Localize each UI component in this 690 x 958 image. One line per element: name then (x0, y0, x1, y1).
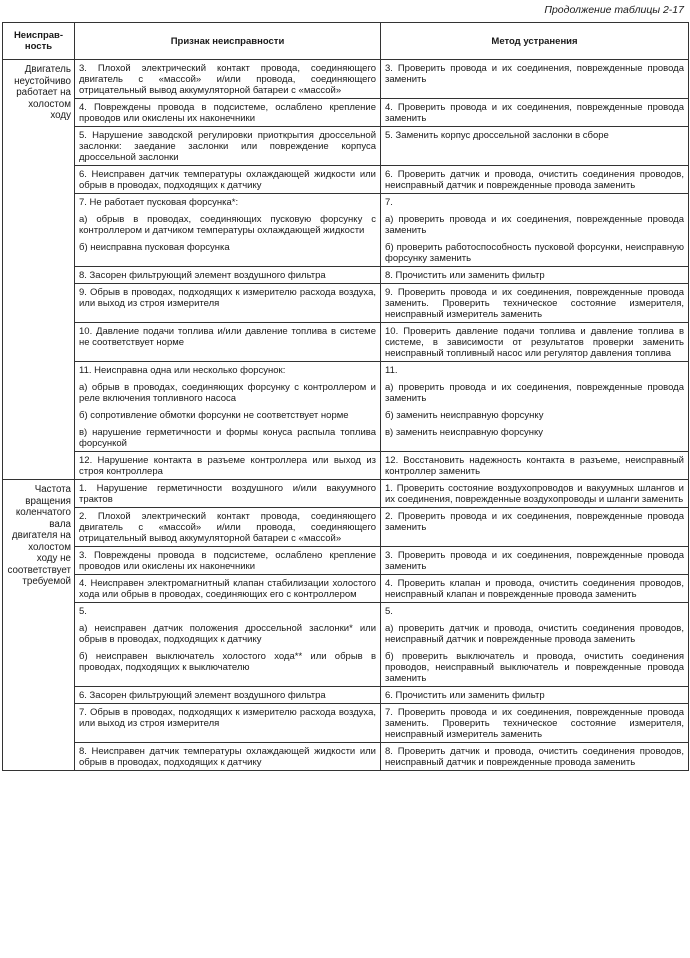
fix-cell (381, 743, 689, 771)
fix-text: б) проверить работоспособность пусковой форсунки, неисправную форсунку заменить (385, 242, 684, 264)
fix-cell (381, 194, 689, 267)
table-row (3, 99, 689, 127)
fix-text: в) заменить неисправную форсунку (385, 427, 544, 438)
fix-text: б) заменить неисправную форсунку (385, 410, 544, 421)
table-row (3, 194, 689, 267)
fix-text: 4. Проверить клапан и провода, очистить соединения проводов, неисправный клапан и поврежденные провода заменить (385, 578, 684, 600)
fix-cell (381, 547, 689, 575)
sign-text: 6. Неисправен датчик температуры охлаждающей жидкости или обрыв в проводах, подходящих к датчику (79, 169, 376, 191)
sign-text: 4. Неисправен электромагнитный клапан стабилизации холостого хода или обрыв в проводах, соединяющих его с контроллером (79, 578, 376, 600)
fix-text: 10. Проверить давление подачи топлива и давление топлива в системе, в зависимости от результатов проверки заменить неисправный топливный насос или регулятор давления топлива (385, 326, 684, 359)
table-body (3, 60, 689, 771)
sign-text: 7. Обрыв в проводах, подходящих к измерителю расхода воздуха, или выход из строя измерителя (79, 707, 376, 729)
table-row (3, 687, 689, 704)
fix-cell (381, 704, 689, 743)
sign-text: 9. Обрыв в проводах, подходящих к измерителю расхода воздуха, или выход из строя измерителя (79, 287, 376, 309)
table-row (3, 508, 689, 547)
table-row (3, 60, 689, 99)
fix-cell (381, 362, 689, 452)
table-row (3, 480, 689, 508)
table-row (3, 452, 689, 480)
fix-text: 5. (385, 606, 393, 617)
sign-cell (75, 743, 381, 771)
fix-text: 11. (385, 365, 398, 376)
fix-cell (381, 480, 689, 508)
sign-text: б) сопротивление обмотки форсунки не соответствует норме (79, 410, 349, 421)
fault-cell: Частота вращения коленчатого вала двигателя на холостом ходу не соответствует требуемой (3, 480, 75, 771)
fix-text: 12. Восстановить надежность контакта в разъеме, неисправный контроллер заменить (385, 455, 684, 477)
fix-cell (381, 99, 689, 127)
sign-text: б) неисправна пусковая форсунка (79, 242, 230, 253)
sign-text: б) неисправен выключатель холостого хода** или обрыв в проводах, подходящих к выключателю (79, 651, 376, 673)
table-row (3, 704, 689, 743)
sign-cell (75, 452, 381, 480)
table-row (3, 743, 689, 771)
sign-text: 3. Плохой электрический контакт провода, соединяющего двигатель с «массой» и/или провода, соединяющего отрицательный вывод аккумуляторной батареи с «массой» (79, 63, 376, 96)
fix-cell (381, 166, 689, 194)
sign-text: 5. Нарушение заводской регулировки приоткрытия дроссельной заслонки: заедание заслонки или повреждение корпуса дроссельной заслонки (79, 130, 376, 163)
fix-text: 3. Проверить провода и их соединения, поврежденные провода заменить (385, 550, 684, 572)
fix-text: 2. Проверить провода и их соединения, поврежденные провода заменить (385, 511, 684, 533)
fix-text: 5. Заменить корпус дроссельной заслонки в сборе (385, 130, 609, 141)
table-row (3, 127, 689, 166)
table-row (3, 166, 689, 194)
fix-cell (381, 267, 689, 284)
fix-cell (381, 603, 689, 687)
fix-text: 8. Прочистить или заменить фильтр (385, 270, 545, 281)
table-header-row (3, 23, 689, 60)
fix-text: а) проверить провода и их соединения, поврежденные провода заменить (385, 214, 684, 236)
sign-text: 4. Повреждены провода в подсистеме, ослаблено крепление проводов или окислены их наконечники (79, 102, 376, 124)
table-row (3, 575, 689, 603)
sign-cell (75, 267, 381, 284)
fix-cell (381, 323, 689, 362)
sign-text: а) неисправен датчик положения дроссельной заслонки* или обрыв в проводах, подходящих к датчику (79, 623, 376, 645)
fix-cell (381, 284, 689, 323)
sign-cell (75, 127, 381, 166)
fix-text: 7. Проверить провода и их соединения, поврежденные провода заменить. Проверить техническое состояние измерителя, неисправный измеритель заменить (385, 707, 684, 740)
table-row (3, 603, 689, 687)
sign-text: 2. Плохой электрический контакт провода, соединяющего двигатель с «массой» и/или провода, соединяющего отрицательный вывод аккумуляторной батареи с «массой» (79, 511, 376, 544)
sign-text: 3. Повреждены провода в подсистеме, ослаблено крепление проводов или окислены их наконечники (79, 550, 376, 572)
sign-cell (75, 166, 381, 194)
fix-text: б) проверить выключатель и провода, очистить соединения проводов, неисправный выключатель и поврежденные провода заменить (385, 651, 684, 684)
sign-cell (75, 60, 381, 99)
fix-cell (381, 60, 689, 99)
table-row (3, 284, 689, 323)
fix-text: 7. (385, 197, 393, 208)
sign-text: 6. Засорен фильтрующий элемент воздушного фильтра (79, 690, 326, 701)
fix-cell (381, 575, 689, 603)
sign-cell (75, 547, 381, 575)
sign-text: 11. Неисправна одна или несколько форсунок: (79, 365, 286, 376)
table-caption: Продолжение таблицы 2-17 (544, 4, 684, 16)
sign-text: в) нарушение герметичности и формы конуса распыла топлива форсункой (79, 427, 376, 449)
sign-text: а) обрыв в проводах, соединяющих пусковую форсунку с контроллером и датчиком температуры охлаждающей жидкости (79, 214, 376, 236)
sign-cell (75, 603, 381, 687)
fix-text: 6. Проверить датчик и провода, очистить соединения проводов, неисправный датчик и поврежденные провода заменить (385, 169, 684, 191)
fix-text: 4. Проверить провода и их соединения, поврежденные провода заменить (385, 102, 684, 124)
fix-cell (381, 508, 689, 547)
sign-cell (75, 362, 381, 452)
sign-text: 1. Нарушение герметичности воздушного и/или вакуумного трактов (79, 483, 376, 505)
fix-text: а) проверить датчик и провода, очистить соединения проводов, неисправный датчик и поврежденные провода заменить (385, 623, 684, 645)
fix-text: 1. Проверить состояние воздухопроводов и вакуумных шлангов и их соединения, поврежденные воздухопроводы и шланги заменить (385, 483, 684, 505)
header-sign: Признак неисправности (75, 23, 381, 60)
sign-cell (75, 323, 381, 362)
sign-text: 5. (79, 606, 87, 617)
fix-cell (381, 687, 689, 704)
table-row (3, 547, 689, 575)
sign-cell (75, 284, 381, 323)
table-row (3, 323, 689, 362)
header-fix: Метод устранения (381, 23, 689, 60)
table-row (3, 267, 689, 284)
sign-cell (75, 575, 381, 603)
sign-cell (75, 687, 381, 704)
sign-cell (75, 704, 381, 743)
sign-text: 8. Неисправен датчик температуры охлаждающей жидкости или обрыв в проводах, подходящих к датчику (79, 746, 376, 768)
fix-cell (381, 452, 689, 480)
table-row (3, 362, 689, 452)
sign-text: 8. Засорен фильтрующий элемент воздушного фильтра (79, 270, 326, 281)
sign-cell (75, 99, 381, 127)
fix-text: 6. Прочистить или заменить фильтр (385, 690, 545, 701)
fix-text: 8. Проверить датчик и провода, очистить соединения проводов, неисправный датчик и поврежденные провода заменить (385, 746, 684, 768)
sign-cell (75, 508, 381, 547)
sign-text: 10. Давление подачи топлива и/или давление топлива в системе не соответствует норме (79, 326, 376, 348)
fix-text: а) проверить провода и их соединения, поврежденные провода заменить (385, 382, 684, 404)
fix-text: 9. Проверить провода и их соединения, поврежденные провода заменить. Проверить техническое состояние измерителя, неисправный измеритель заменить (385, 287, 684, 320)
sign-cell (75, 194, 381, 267)
fix-text: 3. Проверить провода и их соединения, поврежденные провода заменить (385, 63, 684, 85)
sign-cell (75, 480, 381, 508)
fix-cell (381, 127, 689, 166)
fault-table (2, 22, 689, 771)
header-fault: Неисправ-ность (3, 23, 75, 60)
fault-cell: Двигатель неустойчиво работает на холостом ходу (3, 60, 75, 480)
sign-text: 7. Не работает пусковая форсунка*: (79, 197, 239, 208)
sign-text: а) обрыв в проводах, соединяющих форсунку с контроллером и реле включения топливного насоса (79, 382, 376, 404)
sign-text: 12. Нарушение контакта в разъеме контроллера или выход из строя контроллера (79, 455, 376, 477)
